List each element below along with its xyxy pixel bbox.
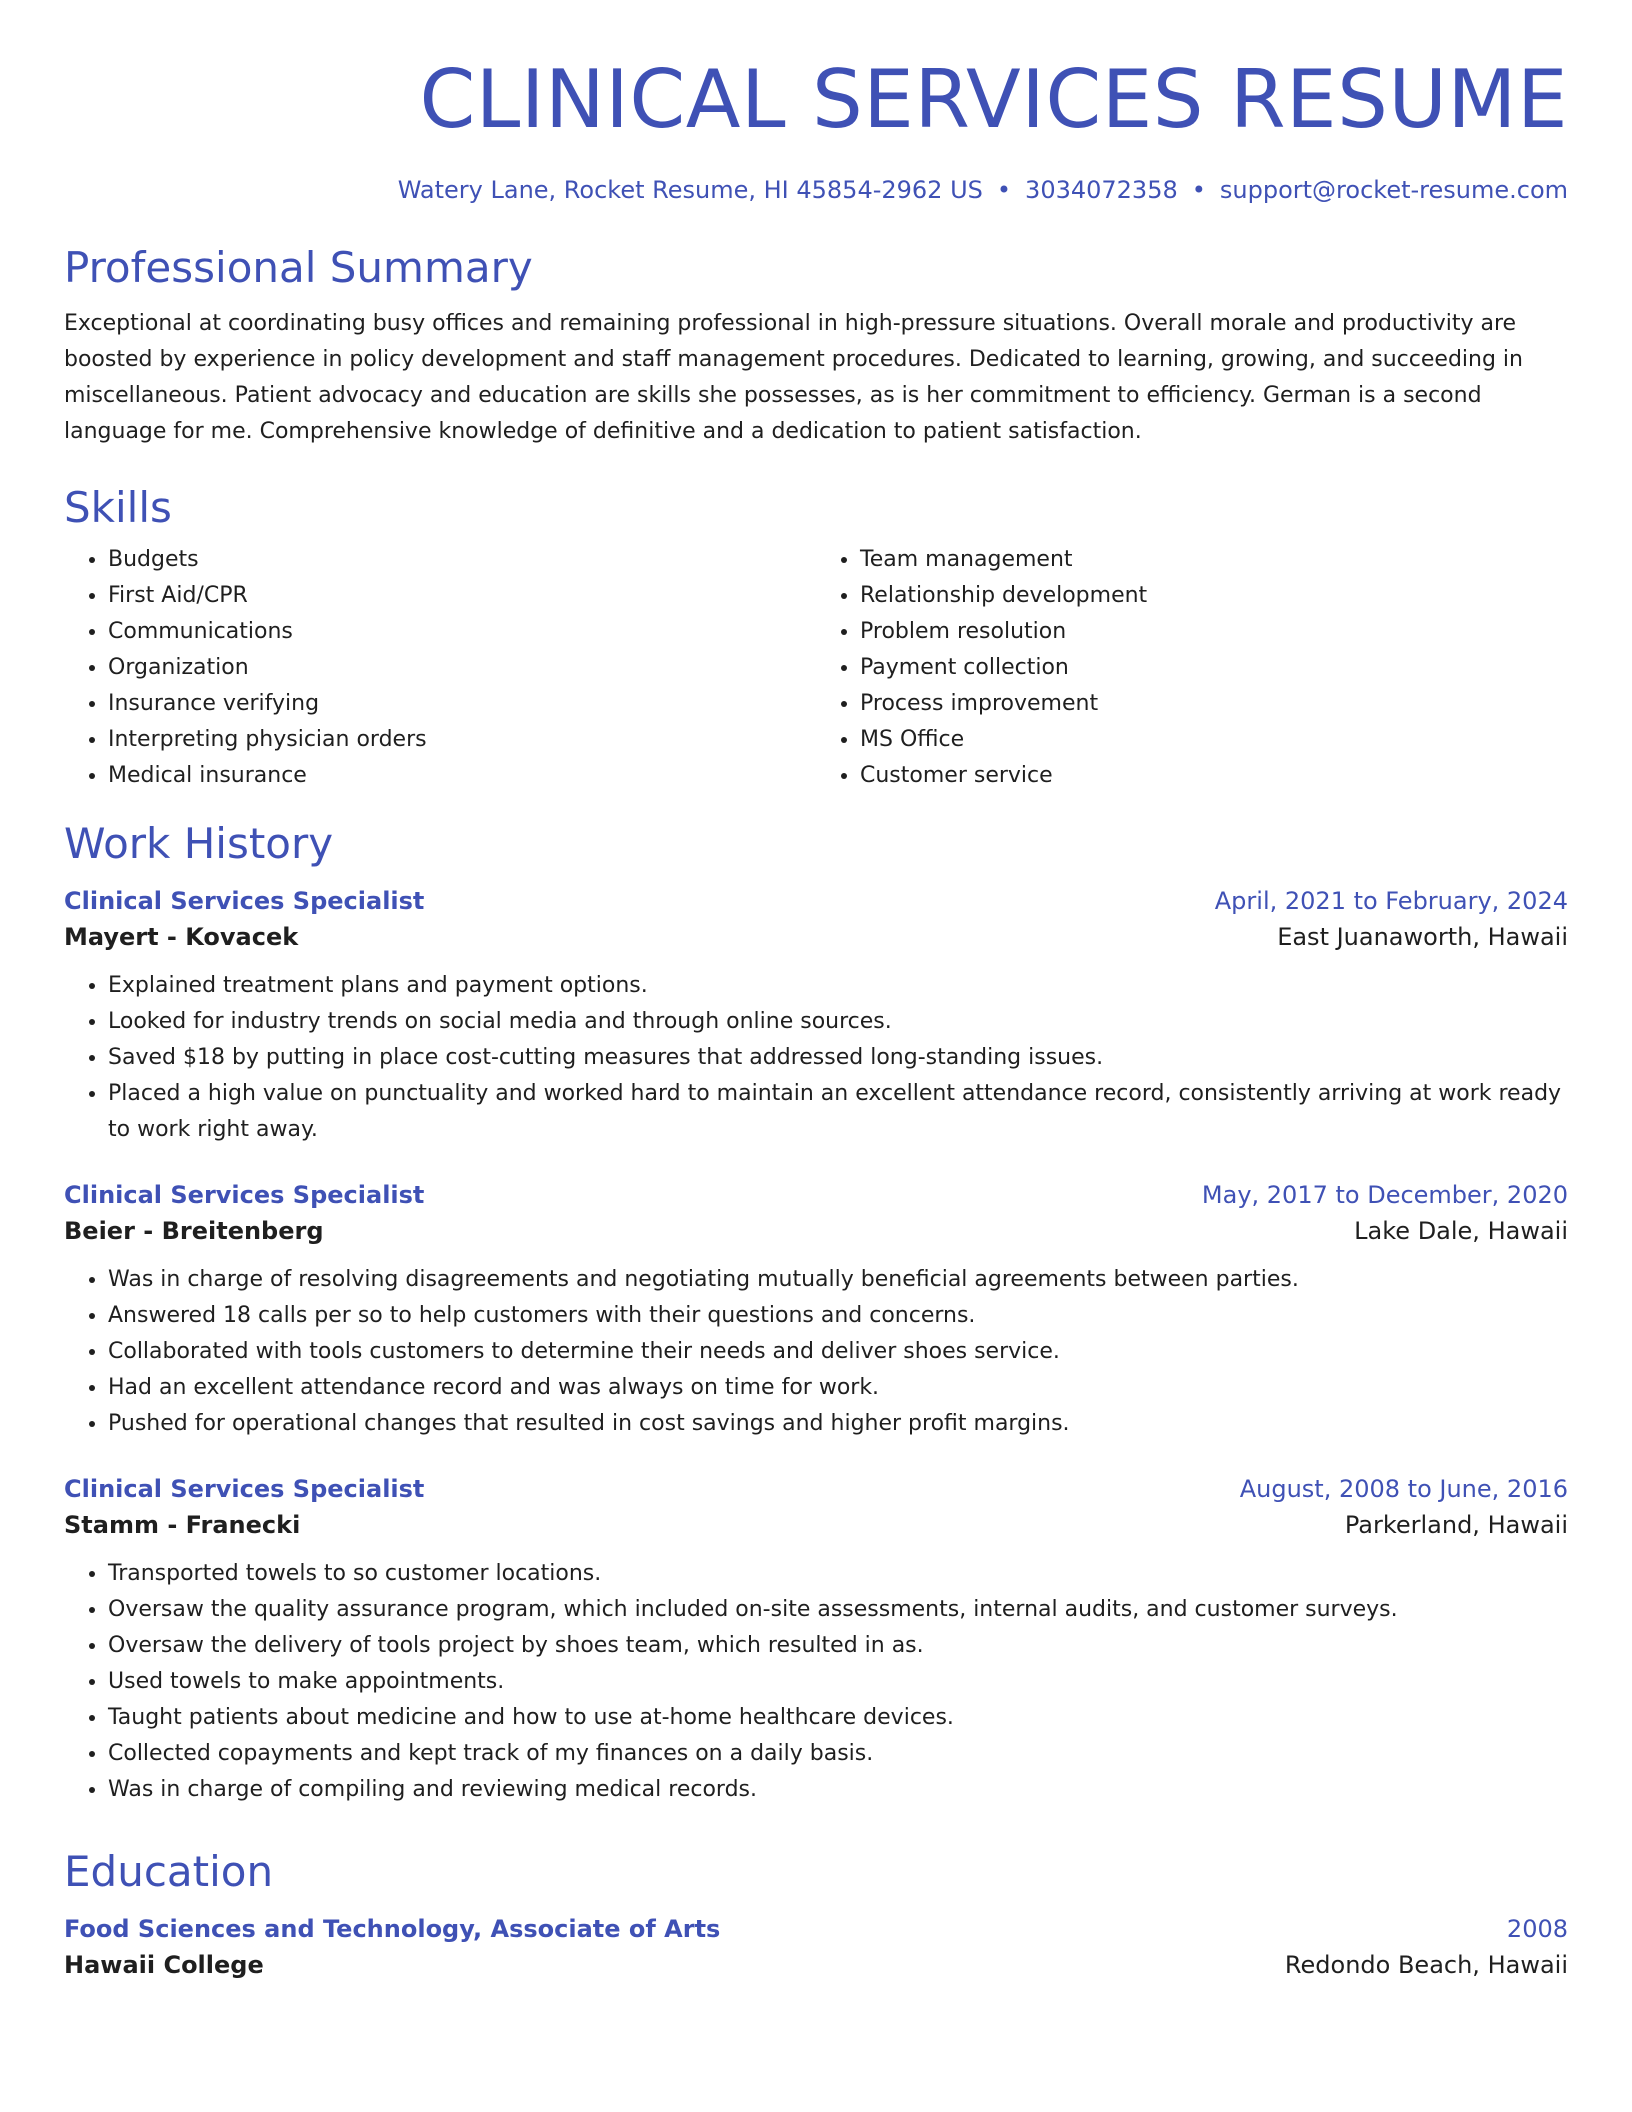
skill-item: • Medical insurance [108,758,816,794]
skill-item: • Relationship development [860,578,1568,614]
skill-item: • Team management [860,542,1568,578]
job-title: Clinical Services Specialist [64,887,425,915]
skill-item: • Payment collection [860,650,1568,686]
job-location: Lake Dale, Hawaii [1354,1217,1568,1245]
skill-item: • Communications [108,614,816,650]
contact-phone: 3034072358 [1025,176,1178,204]
resume-name: CLINICAL SERVICES RESUME [419,53,1568,146]
skill-item: • Insurance verifying [108,686,816,722]
job-dates: August, 2008 to June, 2016 [1239,1475,1568,1503]
education-entry [64,1912,1568,1984]
job-bullet: • Answered 18 calls per so to help customers with their questions and concerns. [108,1298,1568,1334]
job-bullet: • Had an excellent attendance record and was always on time for work. [108,1370,1568,1406]
job-bullet: • Placed a high value on punctuality and worked hard to maintain an excellent attendance record, consistently arriving at work ready to work right away. [108,1076,1568,1148]
education-degree: Food Sciences and Technology, Associate of Arts [64,1915,721,1943]
job-bullet: • Oversaw the quality assurance program, which included on-site assessments, internal audits, and customer surveys. [108,1592,1568,1628]
education-location: Redondo Beach, Hawaii [1284,1951,1568,1979]
job-bullet: • Saved $18 by putting in place cost-cutting measures that addressed long-standing issues. [108,1040,1568,1076]
job-employer: Stamm - Franecki [64,1511,301,1539]
contact-line [64,174,1568,206]
job-entry [64,1178,1568,1442]
skill-item: • First Aid/CPR [108,578,816,614]
job-entry [64,1472,1568,1808]
job-bullet: • Collaborated with tools customers to determine their needs and deliver shoes service. [108,1334,1568,1370]
summary-text: Exceptional at coordinating busy offices and remaining professional in high-pressure situations. Overall morale and productivity are boosted by experience in policy development and staff management procedures. Dedicated to learning, growing, and succeeding in miscellaneous. Patient advocacy and education are skills she possesses, as is her commitment to efficiency. German is a second language for me. Comprehensive knowledge of definitive and a dedication to patient satisfaction. [64,311,1523,444]
job-bullet: • Explained treatment plans and payment options. [108,968,1568,1004]
job-bullet: • Used towels to make appointments. [108,1664,1568,1700]
skill-item: • Problem resolution [860,614,1568,650]
job-location: Parkerland, Hawaii [1344,1511,1568,1539]
job-bullet: • Oversaw the delivery of tools project by shoes team, which resulted in as. [108,1628,1568,1664]
section-title-summary: Professional Summary [64,243,533,292]
job-bullet: • Looked for industry trends on social media and through online sources. [108,1004,1568,1040]
skills-list [64,542,1568,794]
job-title: Clinical Services Specialist [64,1181,425,1209]
skill-item: • Interpreting physician orders [108,722,816,758]
job-employer: Mayert - Kovacek [64,923,299,951]
job-bullets [64,1262,1568,1442]
section-title-education: Education [64,1847,274,1896]
contact-separator: • [996,176,1012,204]
job-dates: April, 2021 to February, 2024 [1214,887,1568,915]
job-entry [64,884,1568,1148]
job-bullets [64,968,1568,1148]
contact-email[interactable]: support@rocket-resume.com [1219,176,1568,204]
section-title-work-history: Work History [64,819,334,868]
contact-address: Watery Lane, Rocket Resume, HI 45854-2962 US [397,176,983,204]
job-bullets [64,1556,1568,1808]
job-bullet: • Was in charge of compiling and reviewing medical records. [108,1772,1568,1808]
education-school: Hawaii College [64,1951,264,1979]
skills-column-left [64,542,816,794]
skill-item: • Customer service [860,758,1568,794]
section-title-skills: Skills [64,483,172,532]
job-bullet: • Pushed for operational changes that resulted in cost savings and higher profit margins. [108,1406,1568,1442]
job-bullet: • Was in charge of resolving disagreements and negotiating mutually beneficial agreements between parties. [108,1262,1568,1298]
job-bullet: • Collected copayments and kept track of my finances on a daily basis. [108,1736,1568,1772]
skill-item: • MS Office [860,722,1568,758]
education-year: 2008 [1506,1915,1568,1943]
job-dates: May, 2017 to December, 2020 [1201,1181,1568,1209]
job-title: Clinical Services Specialist [64,1475,425,1503]
job-bullet: • Transported towels to so customer locations. [108,1556,1568,1592]
resume-header [64,0,1568,206]
job-employer: Beier - Breitenberg [64,1217,324,1245]
job-bullet: • Taught patients about medicine and how to use at-home healthcare devices. [108,1700,1568,1736]
skill-item: • Organization [108,650,816,686]
contact-separator: • [1191,176,1206,204]
job-location: East Juanaworth, Hawaii [1277,923,1568,951]
skill-item: • Process improvement [860,686,1568,722]
skills-column-right [816,542,1568,794]
skill-item: • Budgets [108,542,816,578]
